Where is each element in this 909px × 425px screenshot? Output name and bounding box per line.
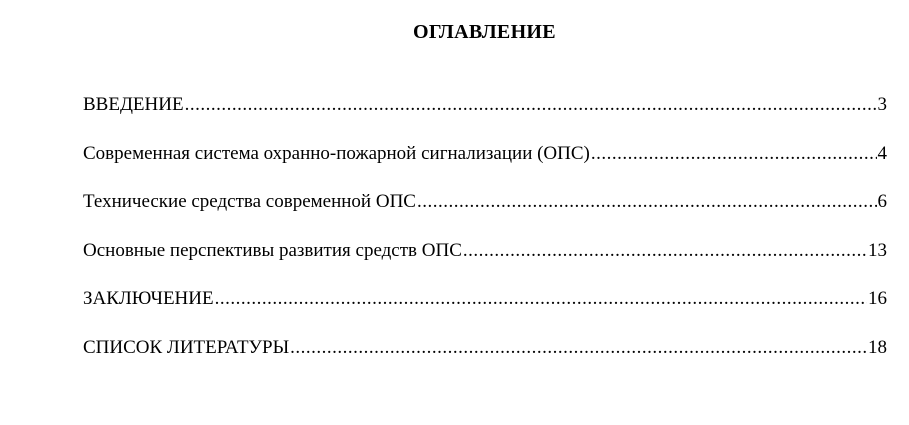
toc-list xyxy=(83,92,887,384)
dot-leader xyxy=(185,92,877,118)
toc-entry-perspectives[interactable] xyxy=(83,238,887,287)
toc-entry-page-number: 6 xyxy=(877,191,887,213)
toc-entry-page-number: 13 xyxy=(868,239,887,261)
dot-leader xyxy=(463,238,867,264)
toc-entry-technical-means[interactable] xyxy=(83,189,887,238)
toc-title: ОГЛАВЛЕНИЕ xyxy=(413,21,556,43)
toc-entry-label: Современная система охранно-пожарной сигнализации (ОПС) xyxy=(83,142,590,164)
toc-entry-conclusion[interactable] xyxy=(83,286,887,335)
toc-entry-page-number: 3 xyxy=(877,94,887,115)
toc-entry-page-number: 16 xyxy=(868,288,887,310)
toc-entry-introduction[interactable] xyxy=(83,92,887,141)
toc-entry-label: ЗАКЛЮЧЕНИЕ xyxy=(83,288,214,310)
toc-entry-modern-system[interactable] xyxy=(83,141,887,190)
dot-leader xyxy=(417,189,877,215)
toc-entry-references[interactable] xyxy=(83,335,887,384)
toc-entry-label: ВВЕДЕНИЕ xyxy=(83,94,184,115)
dot-leader xyxy=(290,335,867,361)
toc-entry-label: СПИСОК ЛИТЕРАТУРЫ xyxy=(83,336,290,358)
dot-leader xyxy=(591,141,877,167)
toc-entry-page-number: 4 xyxy=(877,142,887,164)
dot-leader xyxy=(215,286,867,312)
toc-entry-label: Основные перспективы развития средств ОПС xyxy=(83,239,462,261)
toc-entry-page-number: 18 xyxy=(868,336,887,358)
toc-entry-label: Технические средства современной ОПС xyxy=(83,191,416,213)
